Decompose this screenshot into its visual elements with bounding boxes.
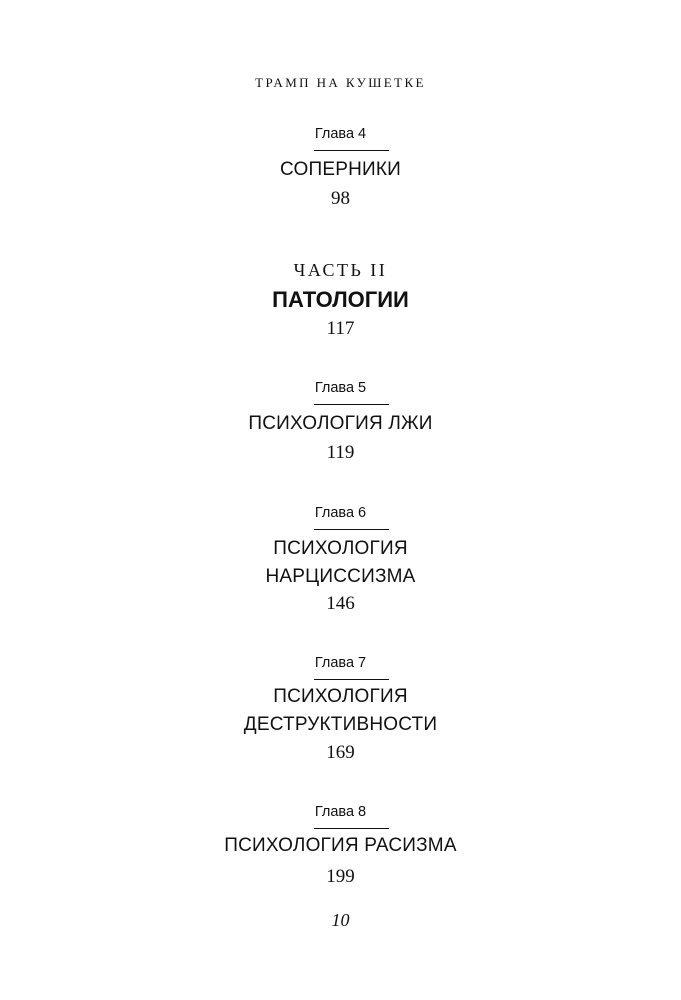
chapter-label: Глава 5 (314, 380, 367, 396)
chapter-title-line-2: ДЕСТРУКТИВНОСТИ (243, 714, 438, 735)
chapter-title: СОПЕРНИКИ (280, 159, 401, 180)
chapter-label: Глава 6 (314, 505, 367, 521)
page-number: 117 (326, 318, 355, 339)
page-number: 169 (326, 742, 355, 763)
chapter-title-line-2: НАРЦИССИЗМА (265, 566, 416, 587)
part-title: ПАТОЛОГИИ (272, 287, 409, 312)
page-number: 199 (326, 866, 355, 887)
chapter-title: ПСИХОЛОГИЯ РАСИЗМА (224, 835, 457, 856)
chapter-label: Глава 4 (314, 126, 367, 142)
running-head: ТРАМП НА КУШЕТКЕ (255, 75, 426, 90)
chapter-title: ПСИХОЛОГИЯ (273, 686, 408, 707)
page-number: 119 (326, 442, 355, 463)
chapter-label: Глава 7 (314, 655, 367, 671)
chapter-title: ПСИХОЛОГИЯ ЛЖИ (248, 413, 433, 434)
divider-rule (314, 529, 389, 530)
chapter-label: Глава 8 (314, 804, 367, 820)
divider-rule (314, 828, 389, 829)
divider-rule (314, 679, 389, 680)
folio-page-number: 10 (331, 910, 350, 930)
chapter-title: ПСИХОЛОГИЯ (273, 538, 408, 559)
page-number: 146 (326, 593, 355, 614)
part-label: ЧАСТЬ II (293, 260, 388, 280)
divider-rule (314, 404, 389, 405)
divider-rule (314, 150, 389, 151)
page-number: 98 (331, 188, 350, 209)
